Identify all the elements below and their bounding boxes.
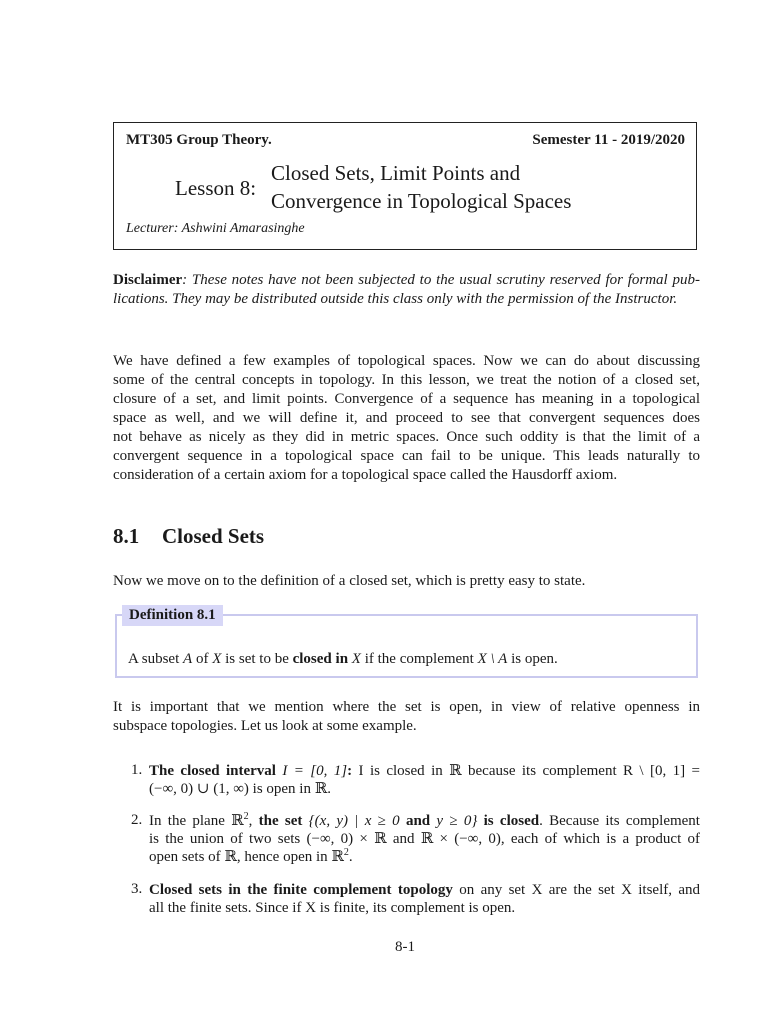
definition-text: A subset A of X is set to be closed in X if the complement X \ A is open. [128,651,558,667]
lesson-title-line-1: Closed Sets, Limit Points and [271,161,521,185]
intro-paragraph [113,352,700,485]
section-title: Closed Sets [162,524,265,548]
list-item: The closed interval I = [0, 1]: I is closed in ℝ because its complement R \ [0, 1] = (−∞, 0) ∪ (1, ∞) is open in ℝ. [149,763,701,797]
intro-line: some of the central concepts in topology. In this lesson, we treat the notion of a closed set, [113,372,700,388]
list-item: In the plane ℝ$^2$, the set {(x, y) | x ≥ 0 and y ≥ 0} is closed. Because its complement is the union of two sets (−∞, 0) × ℝ and ℝ × (−∞, 0), each of which is a product of open sets of ℝ, hence open in ℝ$^2$. [149,811,700,865]
disclaimer-label: Disclaimer [113,272,183,288]
section-intro: Now we move on to the definition of a closed set, which is pretty easy to state. [113,573,586,589]
intro-line: space as well, and we will define it, and proceed to see that convergent sequences does [113,410,700,426]
lecturer-name: Lecturer: Ashwini Amarasinghe [126,221,305,236]
lesson-title-line-2: Convergence in Topological Spaces [271,189,572,213]
course-title: MT305 Group Theory. [126,132,272,148]
intro-line: not behave as nicely as they did in metric spaces. Once such oddity is that the limit of a [113,429,700,445]
lecture-header-box [113,122,697,250]
list-number: 1. [131,762,143,778]
disclaimer-text-line-1: : These notes have not been subjected to the usual scrutiny reserved for formal pub- [182,272,700,288]
list-number: 3. [131,881,143,897]
definition-term: closed in [292,651,349,667]
intro-line: convergent sequence in a topological space can fail to be unique. This leads naturally to [113,448,700,464]
section-number: 8.1 [113,524,140,548]
intro-line: consideration of a certain axiom for a topological space called the Hausdorff axiom. [113,467,618,483]
list-item: Closed sets in the finite complement topology on any set X are the set X itself, and all the finite sets. Since if X is finite, its complement is open. [149,882,700,916]
intro-line: We have defined a few examples of topological spaces. Now we can do about discussing [113,353,700,369]
disclaimer [113,271,700,309]
intro-line: closure of a set, and limit points. Convergence of a sequence has meaning in a topological [113,391,700,407]
page-number: 8-1 [395,939,415,955]
disclaimer-text-line-2: lications. They may be distributed outside this class only with the permission of the Instructor. [113,291,678,307]
semester-label: Semester 11 - 2019/2020 [532,132,685,148]
definition-label: Definition 8.1 [122,605,223,626]
list-number: 2. [131,812,143,828]
relative-openness-paragraph: It is important that we mention where the set is open, in view of relative openness in subspace topologies. Let us look at some example. [113,699,700,734]
lesson-label: Lesson 8: [175,176,257,200]
